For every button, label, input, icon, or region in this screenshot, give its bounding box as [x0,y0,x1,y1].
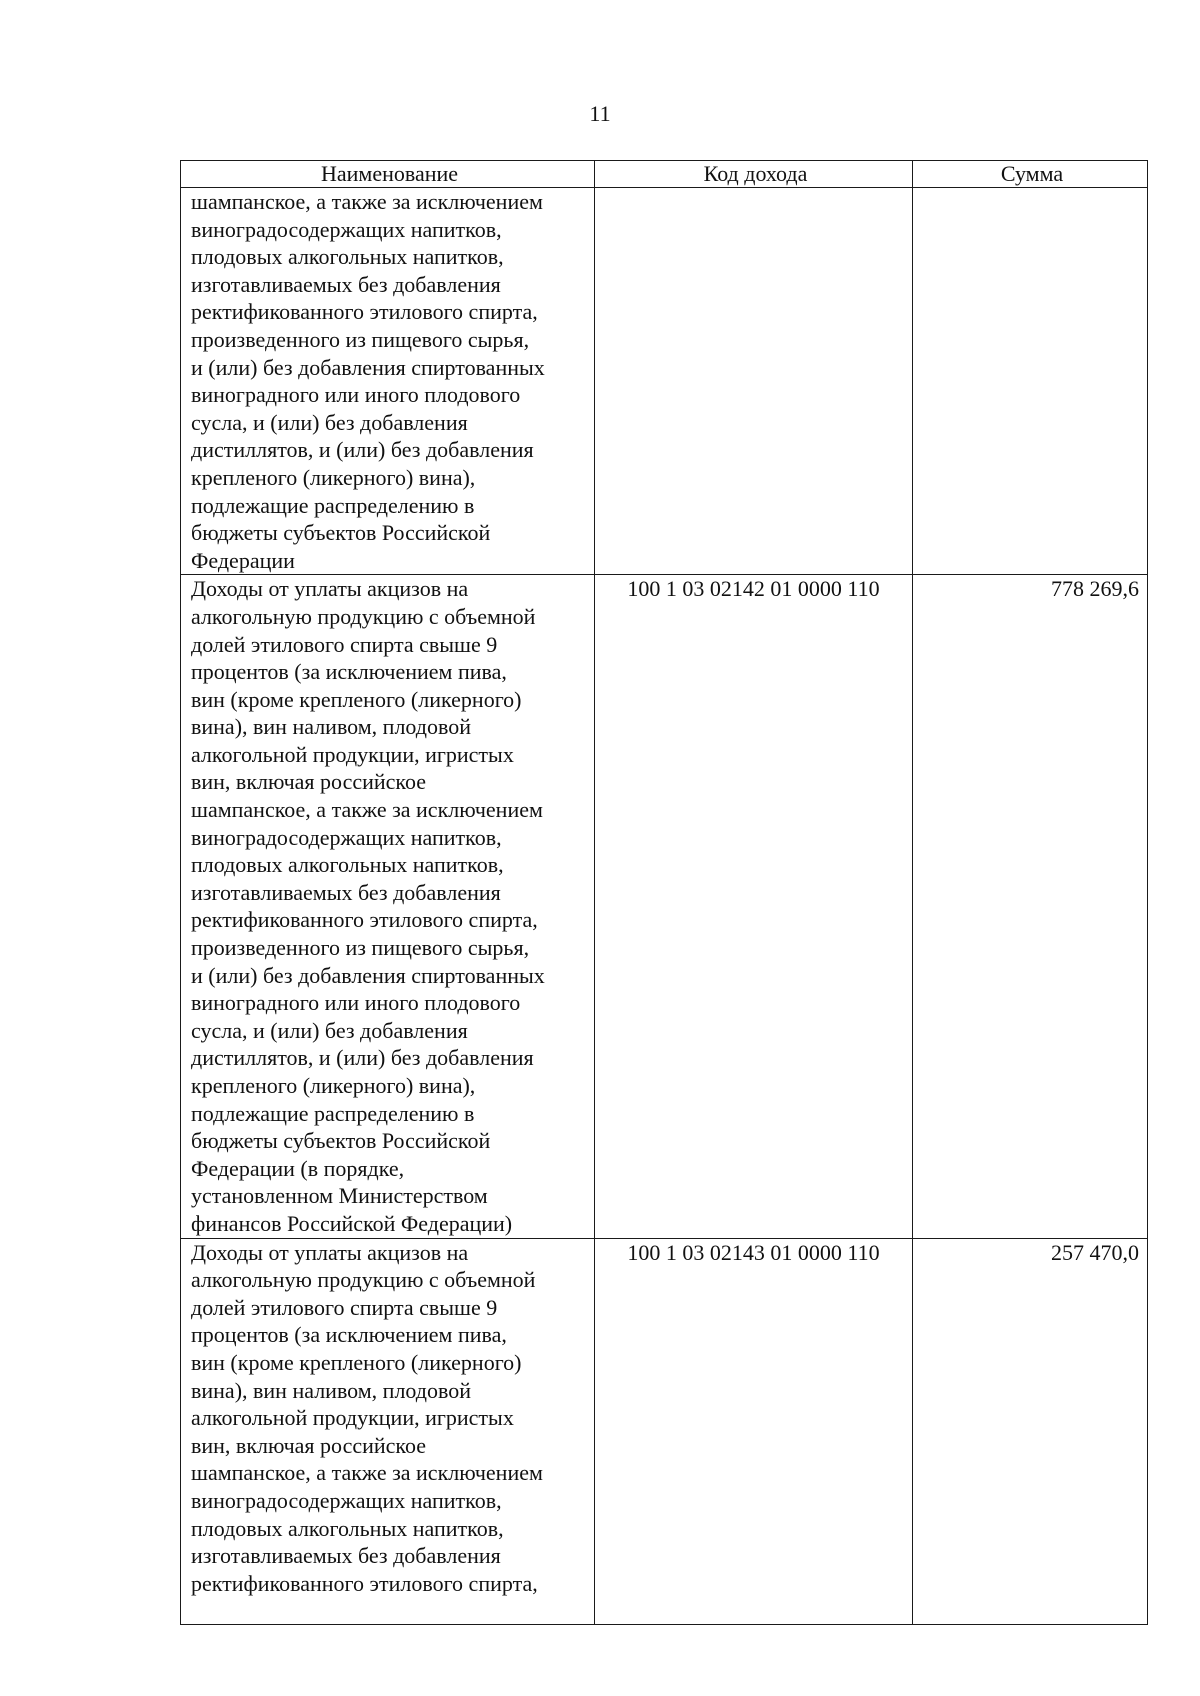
cell-code: 100 1 03 02142 01 0000 110 [595,575,913,1238]
cell-name: Доходы от уплаты акцизов на алкогольную продукцию с объемной долей этилового спирта свыше 9 процентов (за исключением пива, вин (кроме крепленого (ликерного) вина), вин наливом, плодовой алкогольной продукции, игристых вин, включая российское шампанское, а также за исключением виноградосодержащих напитков, плодовых алкогольных напитков, изготавливаемых без добавления ректификованного этилового спирта, [181,1238,595,1624]
cell-code [595,188,913,575]
cell-sum [913,188,1148,575]
cell-sum: 778 269,6 [913,575,1148,1238]
header-name: Наименование [181,161,595,188]
cell-sum: 257 470,0 [913,1238,1148,1624]
table-row [181,188,1148,575]
cell-name: шампанское, а также за исключением виноградосодержащих напитков, плодовых алкогольных напитков, изготавливаемых без добавления ректификованного этилового спирта, произведенного из пищевого сырья, и (или) без добавления спиртованных виноградного или иного плодового сусла, и (или) без добавления дистиллятов, и (или) без добавления крепленого (ликерного) вина), подлежащие распределению в бюджеты субъектов Российской Федерации [181,188,595,575]
table-header-row [181,161,1148,188]
revenue-table [180,160,1148,1625]
cell-code: 100 1 03 02143 01 0000 110 [595,1238,913,1624]
table-row [181,1238,1148,1624]
cell-name: Доходы от уплаты акцизов на алкогольную продукцию с объемной долей этилового спирта свыше 9 процентов (за исключением пива, вин (кроме крепленого (ликерного) вина), вин наливом, плодовой алкогольной продукции, игристых вин, включая российское шампанское, а также за исключением виноградосодержащих напитков, плодовых алкогольных напитков, изготавливаемых без добавления ректификованного этилового спирта, произведенного из пищевого сырья, и (или) без добавления спиртованных виноградного или иного плодового сусла, и (или) без добавления дистиллятов, и (или) без добавления крепленого (ликерного) вина), подлежащие распределению в бюджеты субъектов Российской Федерации (в порядке, установленном Министерством финансов Российской Федерации) [181,575,595,1238]
header-code: Код дохода [595,161,913,188]
page-number: 11 [589,101,611,126]
table-row [181,575,1148,1238]
header-sum: Сумма [913,161,1148,188]
